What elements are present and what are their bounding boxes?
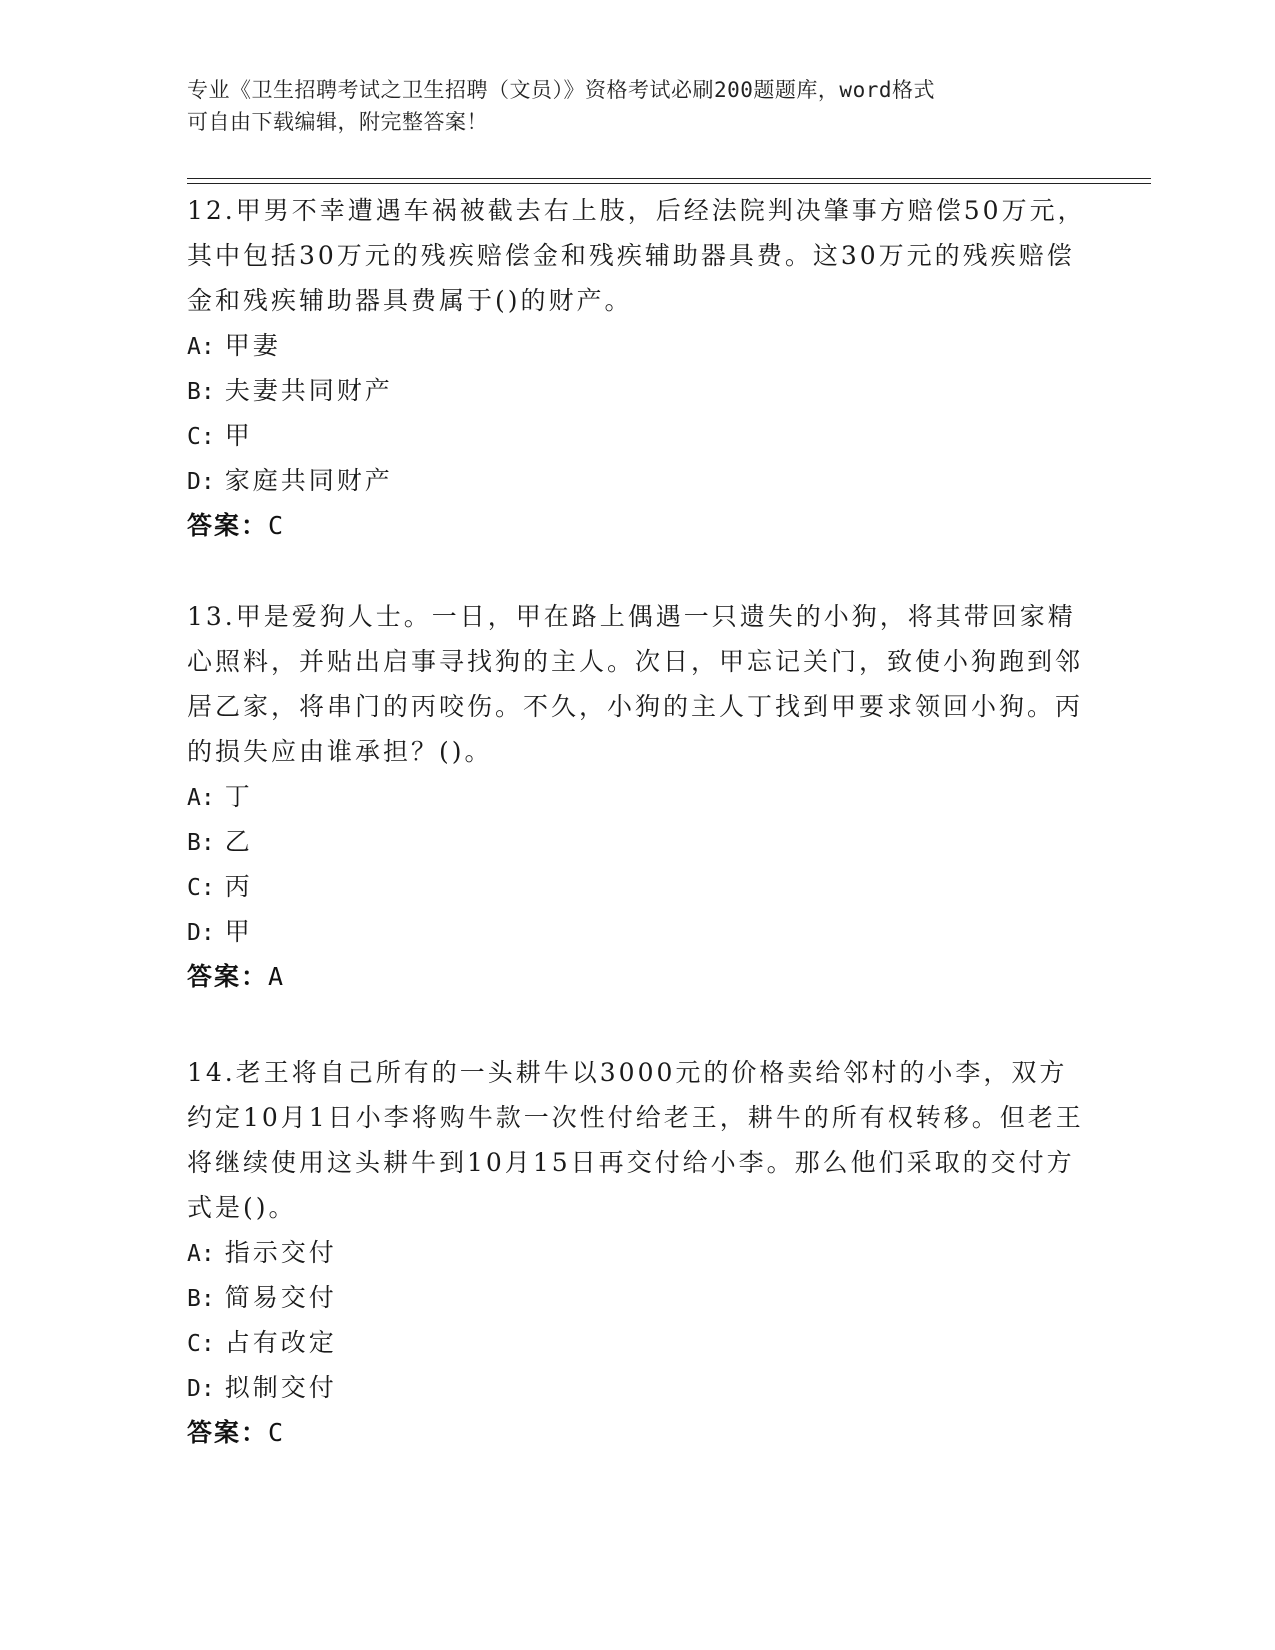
header-divider-top [187, 178, 1151, 179]
answer-label: 答案： [187, 511, 269, 540]
option-text: 简易交付 [224, 1283, 337, 1312]
answer-line [187, 1410, 1087, 1455]
answer-value: C [268, 1418, 286, 1447]
question-13 [187, 594, 1087, 999]
option-text: 指示交付 [224, 1238, 337, 1267]
option-b [187, 368, 1087, 413]
option-text: 甲 [224, 917, 253, 946]
header-divider-bottom [187, 183, 1151, 184]
option-letter: A: [187, 785, 215, 811]
option-d [187, 458, 1087, 503]
question-14 [187, 1050, 1087, 1455]
option-list [187, 323, 1087, 503]
option-text: 甲 [224, 421, 253, 450]
option-letter: B: [187, 830, 215, 856]
option-letter: B: [187, 1286, 215, 1312]
answer-label: 答案： [187, 962, 269, 991]
option-text: 甲妻 [224, 331, 281, 360]
option-letter: A: [187, 334, 215, 360]
option-d [187, 1365, 1087, 1410]
answer-label: 答案： [187, 1418, 269, 1447]
option-letter: B: [187, 379, 215, 405]
option-a [187, 774, 1087, 819]
option-text: 家庭共同财产 [224, 466, 393, 495]
option-text: 夫妻共同财产 [224, 376, 393, 405]
option-list [187, 1230, 1087, 1410]
option-list [187, 774, 1087, 954]
option-letter: C: [187, 1331, 215, 1357]
option-text: 拟制交付 [224, 1373, 337, 1402]
option-b [187, 1275, 1087, 1320]
option-a [187, 323, 1087, 368]
option-text: 丙 [224, 872, 253, 901]
document-header [187, 74, 1067, 138]
option-d [187, 909, 1087, 954]
question-stem: 12.甲男不幸遭遇车祸被截去右上肢，后经法院判决肇事方赔偿50万元，其中包括30万元的残疾赔偿金和残疾辅助器具费。这30万元的残疾赔偿金和残疾辅助器具费属于()的财产。 [187, 196, 1086, 315]
option-text: 丁 [224, 782, 253, 811]
option-letter: D: [187, 920, 215, 946]
option-letter: C: [187, 875, 215, 901]
option-c [187, 413, 1087, 458]
option-letter: C: [187, 424, 215, 450]
answer-value: C [268, 511, 286, 540]
answer-value: A [268, 962, 286, 991]
header-line-2: 可自由下载编辑，附完整答案！ [187, 110, 488, 134]
option-letter: D: [187, 1376, 215, 1402]
question-12 [187, 188, 1087, 548]
option-text: 占有改定 [224, 1328, 337, 1357]
option-a [187, 1230, 1087, 1275]
option-b [187, 819, 1087, 864]
answer-line [187, 503, 1087, 548]
question-stem: 13.甲是爱狗人士。一日，甲在路上偶遇一只遗失的小狗，将其带回家精心照料，并贴出启事寻找狗的主人。次日，甲忘记关门，致使小狗跑到邻居乙家，将串门的丙咬伤。不久，小狗的主人丁找到甲要求领回小狗。丙的损失应由谁承担？()。 [187, 602, 1084, 766]
question-stem: 14.老王将自己所有的一头耕牛以3000元的价格卖给邻村的小李，双方约定10月1日小李将购牛款一次性付给老王，耕牛的所有权转移。但老王将继续使用这头耕牛到10月15日再交付给小李。那么他们采取的交付方式是()。 [187, 1058, 1084, 1222]
answer-line [187, 954, 1087, 999]
option-c [187, 1320, 1087, 1365]
option-letter: A: [187, 1241, 215, 1267]
header-line-1: 专业《卫生招聘考试之卫生招聘（文员）》资格考试必刷200题题库，word格式 [187, 78, 935, 102]
option-letter: D: [187, 469, 215, 495]
option-c [187, 864, 1087, 909]
option-text: 乙 [224, 827, 253, 856]
